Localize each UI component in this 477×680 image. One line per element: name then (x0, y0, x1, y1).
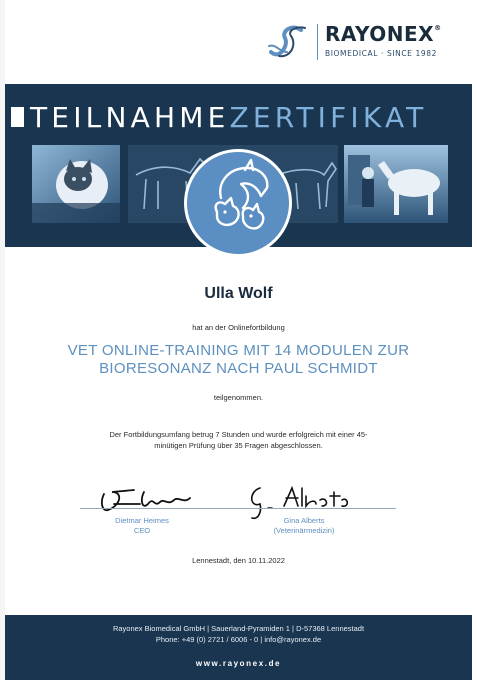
signatory-name: Dietmar Heimes (115, 516, 169, 525)
place-date: Lennestadt, den 10.11.2022 (192, 556, 285, 565)
vet-horse-photo (344, 145, 448, 223)
infinity-logo-icon (267, 22, 309, 62)
footer-address: Rayonex Biomedical GmbH | Sauerland-Pyramiden 1 | D-57368 Lennestadt (112, 624, 365, 633)
scope-text (0, 429, 477, 451)
course-title (0, 342, 477, 378)
cat-photo (32, 145, 120, 223)
signatory-ceo (82, 516, 202, 536)
signatory-role: CEO (133, 526, 151, 535)
signature-line (80, 508, 396, 509)
rayonex-logo (267, 20, 457, 64)
scope-line: Der Fortbildungsumfang betrug 7 Stunden und wurde erfolgreich mit einer 45- (109, 430, 368, 439)
footer-contact: Phone: +49 (0) 2721 / 6006 - 0 | info@rayonex.de (155, 635, 322, 644)
signatory-name: Gina Alberts (283, 516, 325, 525)
course-title-line: BIORESONANZ NACH PAUL SCHMIDT (99, 360, 378, 377)
signature-ceo (94, 486, 204, 516)
footer-website-link[interactable]: www.rayonex.de (195, 659, 282, 668)
scope-line: minütigen Prüfung über 35 Fragen abgeschlossen. (154, 441, 323, 450)
logo-separator (317, 24, 318, 60)
title-marker (11, 107, 24, 127)
certificate-title: TEILNAHMEZERTIFIKAT (30, 101, 428, 134)
animal-emblem-icon (184, 149, 292, 257)
logo-wordmark: RAYONEX® (325, 22, 442, 46)
lead-text: hat an der Onlinefortbildung (192, 323, 285, 332)
signatory-vet (244, 516, 364, 536)
participated-text: teilgenommen. (213, 393, 264, 402)
recipient-name: Ulla Wolf (204, 285, 273, 302)
course-title-line: VET ONLINE-TRAINING MIT 14 MODULEN ZUR (67, 342, 410, 359)
signatory-role: (Veterinärmedizin) (273, 526, 335, 535)
logo-tagline: BIOMEDICAL · SINCE 1982 (325, 49, 437, 58)
